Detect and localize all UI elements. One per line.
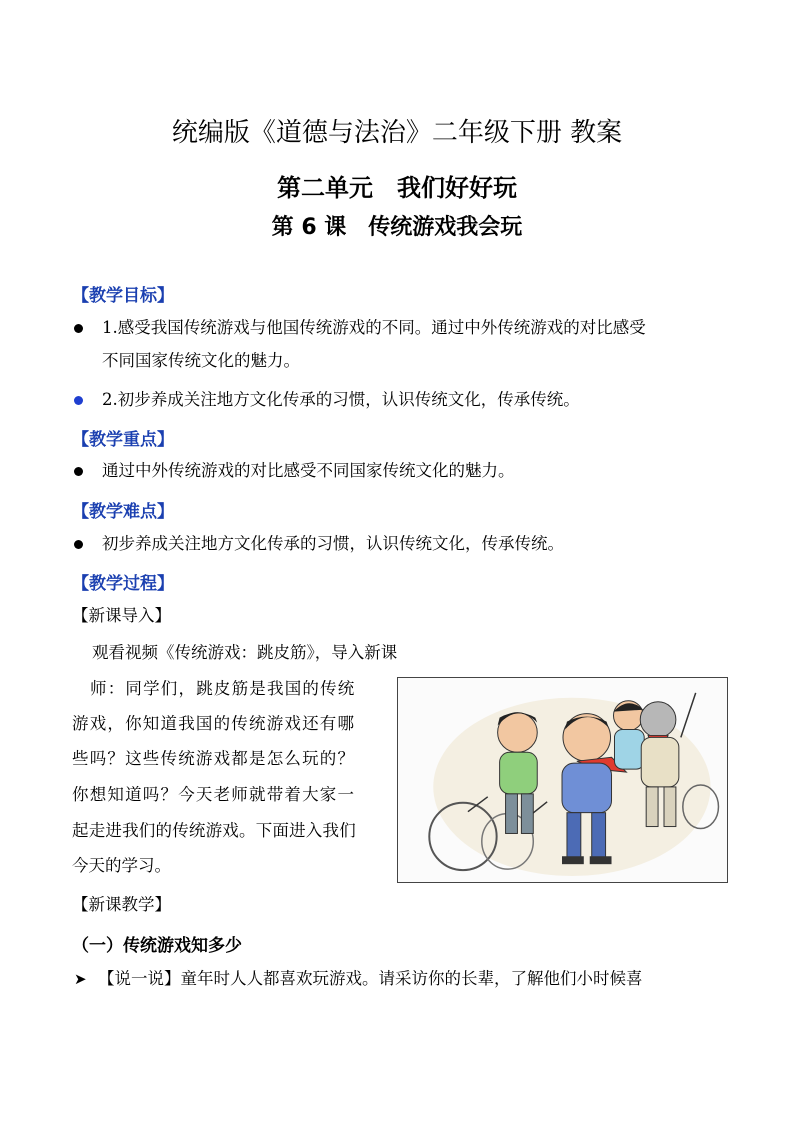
teacher-line-3: 些吗？这些传统游戏都是怎么玩的？ — [72, 749, 356, 768]
difficulty-item: 初步养成关注地方文化传承的习惯，认识传统文化，传承传统。 — [102, 534, 564, 553]
difficulties-heading: 【教学难点】 — [72, 502, 174, 522]
part1-heading: （一）传统游戏知多少 — [72, 936, 242, 956]
children-rolling-hoops-illustration — [397, 677, 728, 883]
arrow-bullet-icon: ➤ — [74, 970, 87, 988]
teacher-line-5: 起走进我们的传统游戏。下面进入我们 — [72, 821, 356, 840]
teacher-line-2: 游戏，你知道我国的传统游戏还有哪 — [72, 714, 356, 733]
lesson-title: 第 6 课 传统游戏我会玩 — [271, 215, 523, 240]
teacher-line-4: 你想知道吗？今天老师就带着大家一 — [72, 785, 356, 804]
teacher-line-6: 今天的学习。 — [72, 856, 171, 875]
part1-item: 【说一说】童年时人人都喜欢玩游戏。请采访你的长辈，了解他们小时候喜 — [98, 969, 643, 988]
document-title: 统编版《道德与法治》二年级下册 教案 — [171, 118, 623, 148]
teacher-line-1: 师：同学们，跳皮筋是我国的传统 — [90, 679, 356, 698]
intro-text: 观看视频《传统游戏：跳皮筋》，导入新课 — [92, 643, 398, 662]
teach-label: 【新课教学】 — [72, 895, 171, 914]
objective-1-line2: 不同国家传统文化的魅力。 — [102, 351, 300, 370]
intro-label: 【新课导入】 — [72, 606, 171, 625]
bullet-icon — [74, 467, 83, 476]
objectives-heading: 【教学目标】 — [72, 286, 174, 306]
process-heading: 【教学过程】 — [72, 574, 174, 594]
illustration-svg — [398, 678, 727, 882]
bullet-icon — [74, 396, 83, 405]
unit-title: 第二单元 我们好好玩 — [277, 174, 517, 202]
bullet-icon — [74, 324, 83, 333]
objective-2: 2.初步养成关注地方文化传承的习惯，认识传统文化，传承传统。 — [102, 390, 580, 409]
objective-1-line1: 1.感受我国传统游戏与他国传统游戏的不同。通过中外传统游戏的对比感受 — [102, 318, 646, 337]
bullet-icon — [74, 540, 83, 549]
key-point-item: 通过中外传统游戏的对比感受不同国家传统文化的魅力。 — [102, 461, 515, 480]
key-points-heading: 【教学重点】 — [72, 430, 174, 450]
